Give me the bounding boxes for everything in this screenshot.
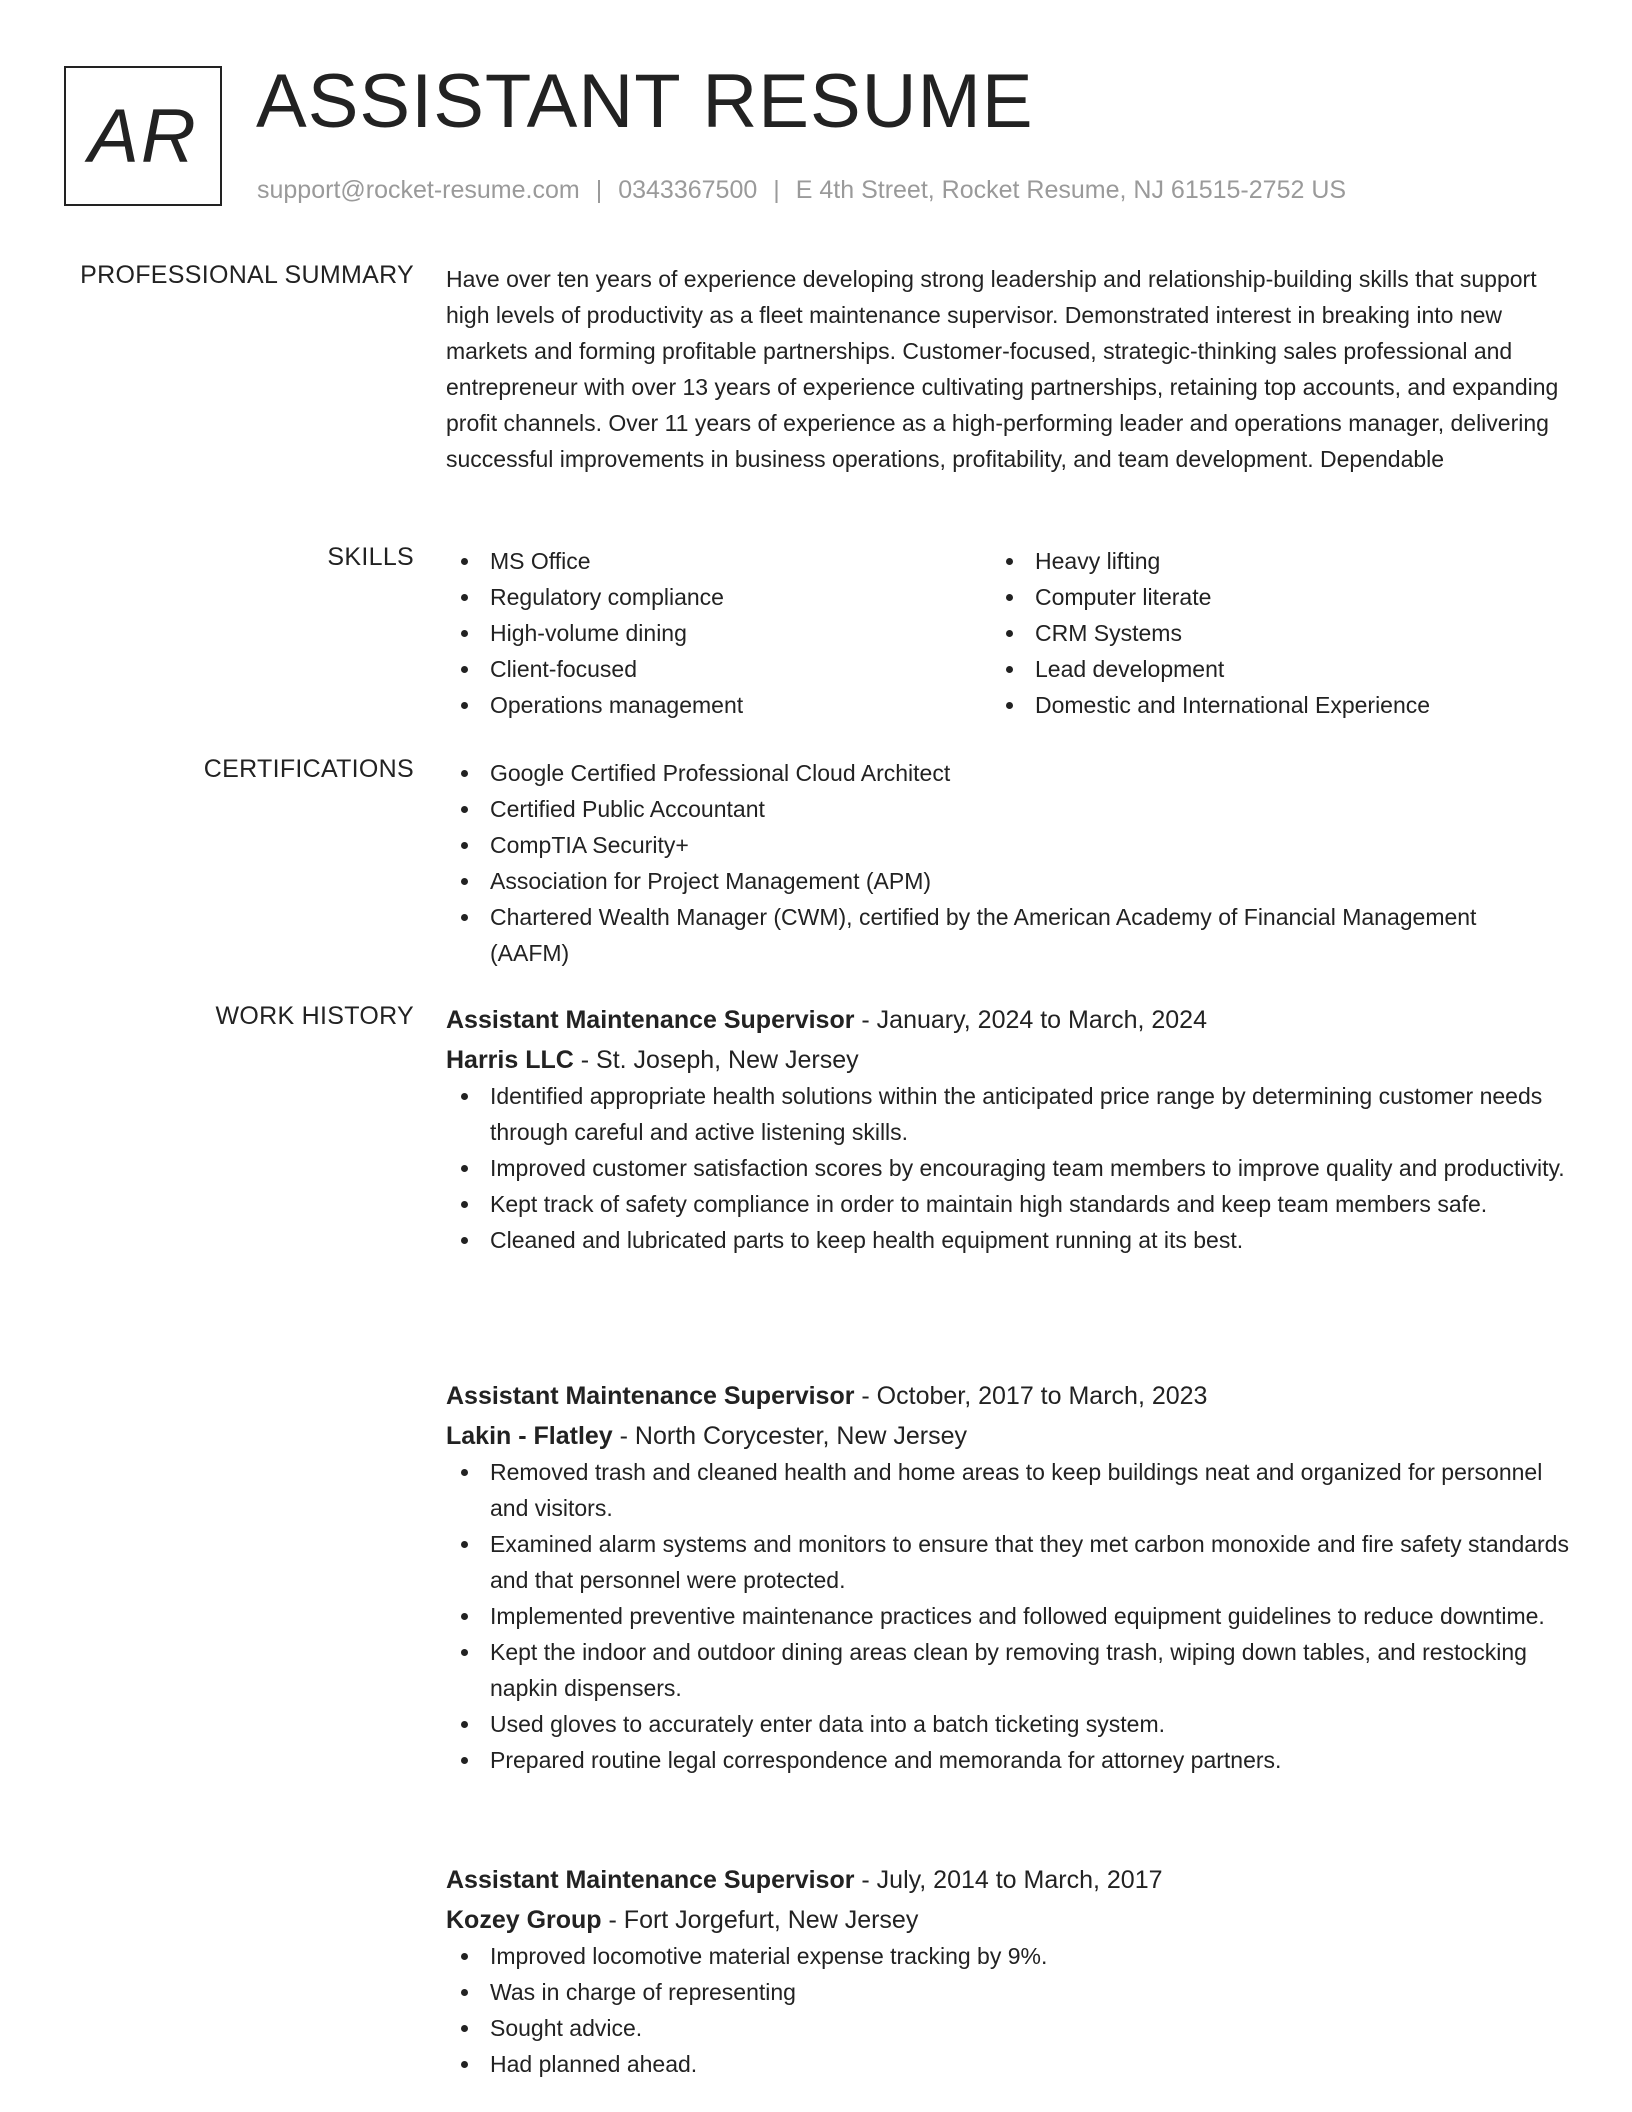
job-duty-item: Kept track of safety compliance in order to maintain high standards and keep team members safe. xyxy=(446,1186,1576,1222)
job-duty-item: Removed trash and cleaned health and home areas to keep buildings neat and organized for personnel and visitors. xyxy=(446,1454,1576,1526)
skill-item: Domestic and International Experience xyxy=(991,687,1531,723)
job-company: Harris LLC xyxy=(446,1046,574,1074)
job-duty-item: Identified appropriate health solutions within the anticipated price range by determining customer needs through careful and active listening skills. xyxy=(446,1078,1576,1150)
contact-address: E 4th Street, Rocket Resume, NJ 61515-2752 US xyxy=(795,176,1347,204)
job-duty-item: Prepared routine legal correspondence and memoranda for attorney partners. xyxy=(446,1742,1576,1778)
resume-name: ASSISTANT RESUME xyxy=(256,59,1034,144)
job-company-line xyxy=(446,1418,1576,1454)
job-duties xyxy=(446,1078,1576,1258)
summary-text: Have over ten years of experience developing strong leadership and relationship-building skills that support high levels of productivity as a fleet maintenance supervisor. Demonstrated interest in breaking into new markets and forming profitable partnerships. Customer-focused, strategic-thinking sales professional and entrepreneur with over 13 years of experience cultivating partnerships, retaining top accounts, and expanding profit channels. Over 11 years of experience as a high-performing leader and operations manager, delivering successful improvements in business operations, profitability, and team development. Dependable xyxy=(446,266,1559,472)
job-title-line xyxy=(446,1862,1576,1898)
job-duty-item: Used gloves to accurately enter data into a batch ticketing system. xyxy=(446,1706,1576,1742)
job-title-line xyxy=(446,1002,1576,1038)
monogram-logo xyxy=(64,66,222,206)
job-company-line xyxy=(446,1042,1576,1078)
certifications-list xyxy=(446,755,1562,971)
job-duties xyxy=(446,1454,1576,1778)
skill-item: CRM Systems xyxy=(991,615,1531,651)
job-entry xyxy=(446,1378,1576,1778)
job-company-line xyxy=(446,1902,1576,1938)
job-duties xyxy=(446,1938,1576,2082)
skill-item: Lead development xyxy=(991,651,1531,687)
contact-email: support@rocket-resume.com xyxy=(257,176,580,204)
job-title: Assistant Maintenance Supervisor xyxy=(446,1866,855,1894)
skill-item: Heavy lifting xyxy=(991,543,1531,579)
contact-phone: 0343367500 xyxy=(618,176,758,204)
monogram-initials: AR xyxy=(88,93,198,179)
skill-item: High-volume dining xyxy=(446,615,986,651)
section-heading-certifications: CERTIFICATIONS xyxy=(203,755,414,783)
job-company: Kozey Group xyxy=(446,1906,602,1934)
job-duty-item: Improved locomotive material expense tracking by 9%. xyxy=(446,1938,1576,1974)
certification-item: Chartered Wealth Manager (CWM), certified by the American Academy of Financial Management (AAFM) xyxy=(446,899,1562,971)
skill-item: MS Office xyxy=(446,543,986,579)
job-duty-item: Improved customer satisfaction scores by encouraging team members to improve quality and productivity. xyxy=(446,1150,1576,1186)
job-title: Assistant Maintenance Supervisor xyxy=(446,1006,855,1034)
certification-item: Certified Public Accountant xyxy=(446,791,1562,827)
skill-item: Regulatory compliance xyxy=(446,579,986,615)
job-duty-item: Sought advice. xyxy=(446,2010,1576,2046)
job-duty-item: Kept the indoor and outdoor dining areas clean by removing trash, wiping down tables, and restocking napkin dispensers. xyxy=(446,1634,1576,1706)
section-heading-skills: SKILLS xyxy=(327,543,414,571)
job-location: - St. Joseph, New Jersey xyxy=(573,1046,859,1074)
section-heading-summary: PROFESSIONAL SUMMARY xyxy=(80,261,414,289)
job-dates: - October, 2017 to March, 2023 xyxy=(854,1382,1208,1410)
job-dates: - July, 2014 to March, 2017 xyxy=(854,1866,1163,1894)
skill-item: Computer literate xyxy=(991,579,1531,615)
job-duty-item: Implemented preventive maintenance practices and followed equipment guidelines to reduce downtime. xyxy=(446,1598,1576,1634)
skills-column-left xyxy=(446,543,986,723)
job-duty-item: Was in charge of representing xyxy=(446,1974,1576,2010)
job-dates: - January, 2024 to March, 2024 xyxy=(854,1006,1207,1034)
contact-separator: | xyxy=(595,176,603,204)
certification-item: Google Certified Professional Cloud Architect xyxy=(446,755,1562,791)
job-entry xyxy=(446,1862,1576,2082)
job-entry xyxy=(446,1002,1576,1258)
job-title: Assistant Maintenance Supervisor xyxy=(446,1382,855,1410)
skill-item: Operations management xyxy=(446,687,986,723)
job-company: Lakin - Flatley xyxy=(446,1422,613,1450)
job-title-line xyxy=(446,1378,1576,1414)
job-location: - North Corycester, New Jersey xyxy=(612,1422,967,1450)
skill-item: Client-focused xyxy=(446,651,986,687)
section-heading-work-history: WORK HISTORY xyxy=(215,1002,414,1030)
job-location: - Fort Jorgefurt, New Jersey xyxy=(601,1906,919,1934)
contact-line xyxy=(257,176,1346,205)
skills-columns xyxy=(446,543,1562,723)
contact-separator: | xyxy=(773,176,780,204)
skills-column-right xyxy=(991,543,1531,723)
job-duty-item: Cleaned and lubricated parts to keep health equipment running at its best. xyxy=(446,1222,1576,1258)
job-duty-item: Examined alarm systems and monitors to ensure that they met carbon monoxide and fire safety standards and that personnel were protected. xyxy=(446,1526,1576,1598)
certification-item: CompTIA Security+ xyxy=(446,827,1562,863)
job-duty-item: Had planned ahead. xyxy=(446,2046,1576,2082)
certification-item: Association for Project Management (APM) xyxy=(446,863,1562,899)
